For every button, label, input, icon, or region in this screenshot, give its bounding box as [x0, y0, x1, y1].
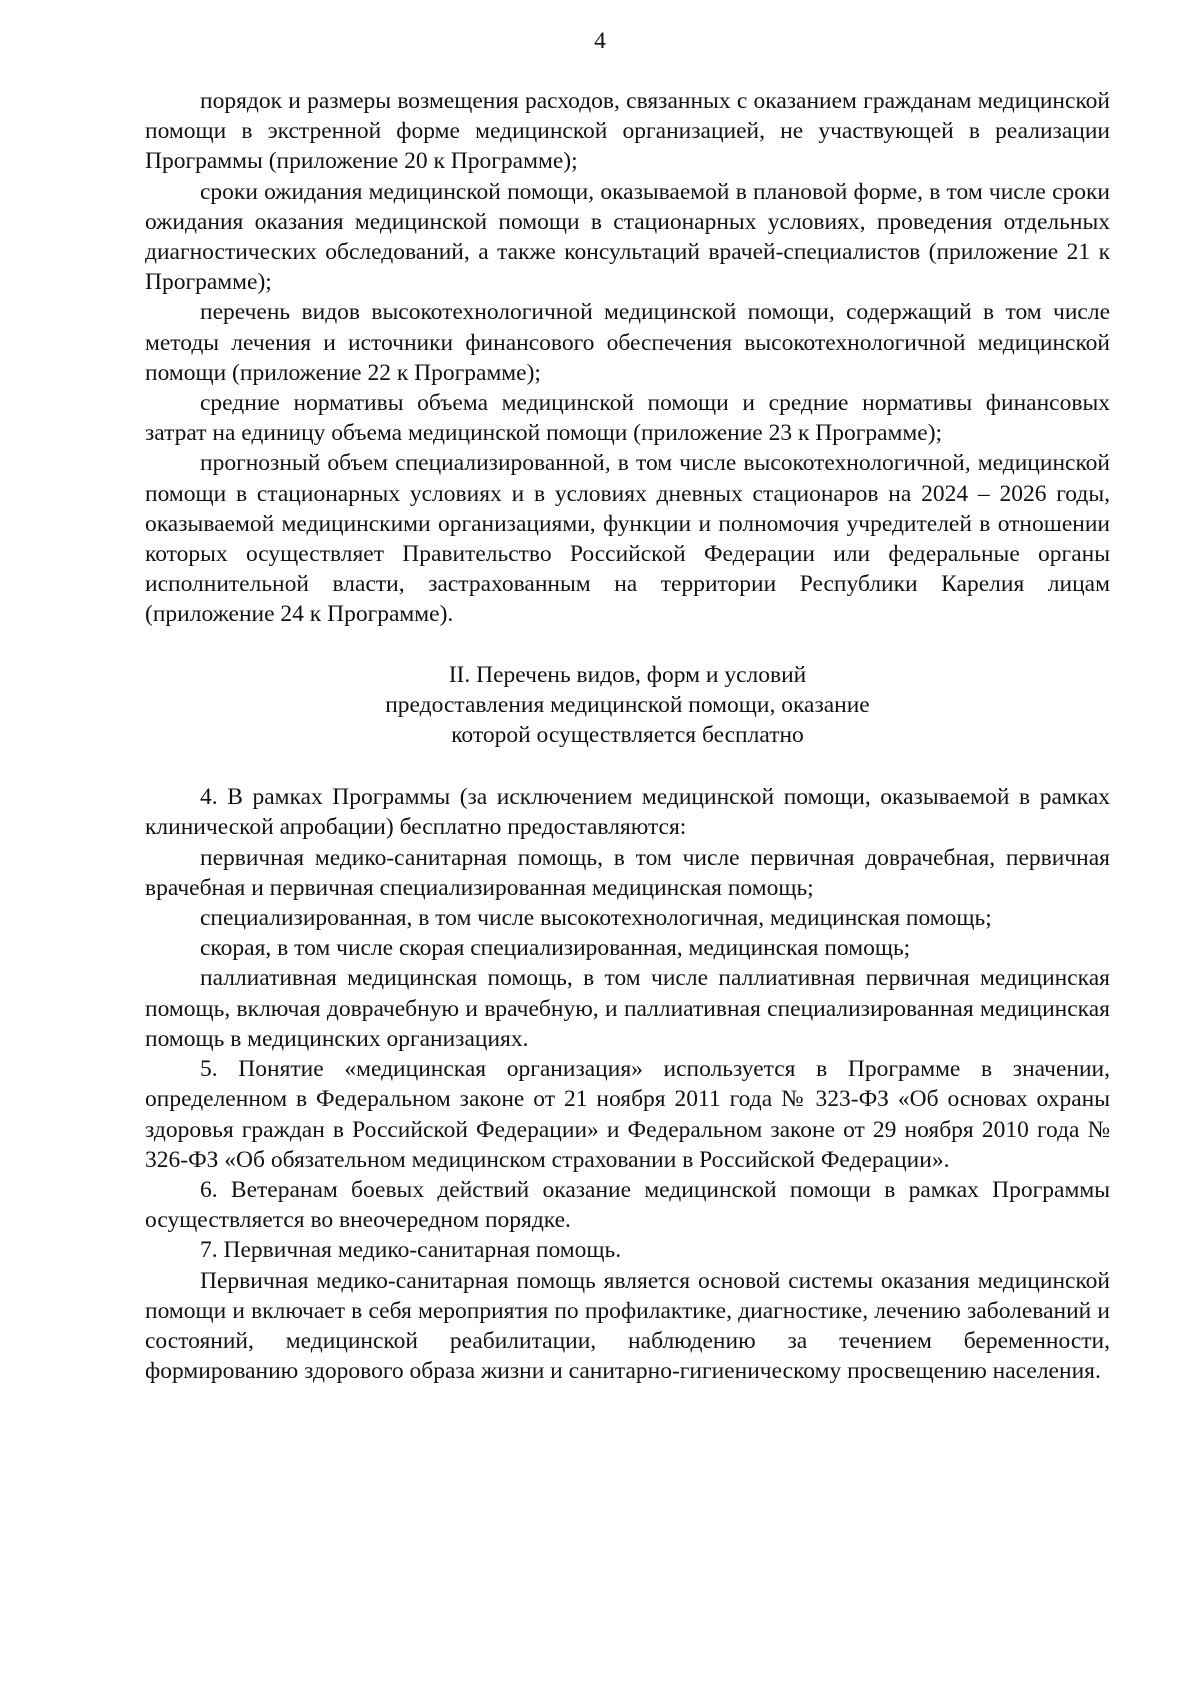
paragraph-item-4: 4. В рамках Программы (за исключением медицинской помощи, оказываемой в рамках клинической апробации) бесплатно предоставляются:	[145, 784, 1110, 841]
paragraph-primary-care: первичная медико-санитарная помощь, в том числе первичная доврачебная, первичная врачебная и первичная специализированная медицинская помощь;	[145, 844, 1110, 901]
document-body	[145, 86, 1110, 1386]
page-number: 4	[594, 28, 606, 54]
section-heading	[145, 660, 1110, 751]
paragraph-palliative-care: паллиативная медицинская помощь, в том числе паллиативная первичная медицинская помощь, включая доврачебную и врачебную, и паллиативная специализированная медицинская помощь в медицинских организациях.	[145, 965, 1110, 1052]
section-heading-line-1: II. Перечень видов, форм и условий	[448, 661, 807, 688]
paragraph-item-7: 7. Первичная медико-санитарная помощь.	[200, 1237, 622, 1264]
section-heading-line-3: которой осуществляется бесплатно	[451, 722, 804, 749]
paragraph-item-5: 5. Понятие «медицинская организация» используется в Программе в значении, определенном в Федеральном законе от 21 ноября 2011 года № 323-ФЗ «Об основах охраны здоровья граждан в Российской Федерации» и Федеральном законе от 29 ноября 2010 года № 326-ФЗ «Об обязательном медицинском страховании в Российской Федерации».	[145, 1056, 1110, 1173]
paragraph-waiting-times: сроки ожидания медицинской помощи, оказываемой в плановой форме, в том числе сроки ожидания оказания медицинской помощи в стационарных условиях, проведения отдельных диагностических обследований, а также консультаций врачей-специалистов (приложение 21 к Программе);	[145, 178, 1110, 296]
paragraph-forecast-volume: прогнозный объем специализированной, в том числе высокотехнологичной, медицинской помощи в стационарных условиях и в условиях дневных стационаров на 2024 – 2026 годы, оказываемой медицинскими организациями, функции и полномочия учредителей в отношении которых осуществляет Правительство Российской Федерации или федеральные органы исполнительной власти, застрахованным на территории Республики Карелия лицам (приложение 24 к Программе).	[145, 450, 1110, 628]
section-heading-line-2: предоставления медицинской помощи, оказание	[385, 691, 870, 718]
paragraph-high-tech-list: перечень видов высокотехнологичной медицинской помощи, содержащий в том числе методы лечения и источники финансового обеспечения высокотехнологичной медицинской помощи (приложение 22 к Программе);	[145, 299, 1110, 386]
paragraph-primary-care-definition: Первичная медико-санитарная помощь является основой системы оказания медицинской помощи и включает в себя мероприятия по профилактике, диагностике, лечению заболеваний и состояний, медицинской реабилитации, наблюдению за течением беременности, формированию здорового образа жизни и санитарно-гигиеническому просвещению населения.	[145, 1267, 1110, 1385]
paragraph-item-6: 6. Ветеранам боевых действий оказание медицинской помощи в рамках Программы осуществляется во внеочередном порядке.	[145, 1176, 1110, 1234]
paragraph-specialized-care: специализированная, в том числе высокотехнологичная, медицинская помощь;	[200, 905, 992, 932]
paragraph-reimbursement: порядок и размеры возмещения расходов, связанных с оказанием гражданам медицинской помощи в экстренной форме медицинской организацией, не участвующей в реализации Программы (приложение 20 к Программе);	[145, 88, 1110, 175]
paragraph-emergency-care: скорая, в том числе скорая специализированная, медицинская помощь;	[200, 935, 911, 962]
paragraph-average-norms: средние нормативы объема медицинской помощи и средние нормативы финансовых затрат на единицу объема медицинской помощи (приложение 23 к Программе);	[145, 390, 1110, 447]
